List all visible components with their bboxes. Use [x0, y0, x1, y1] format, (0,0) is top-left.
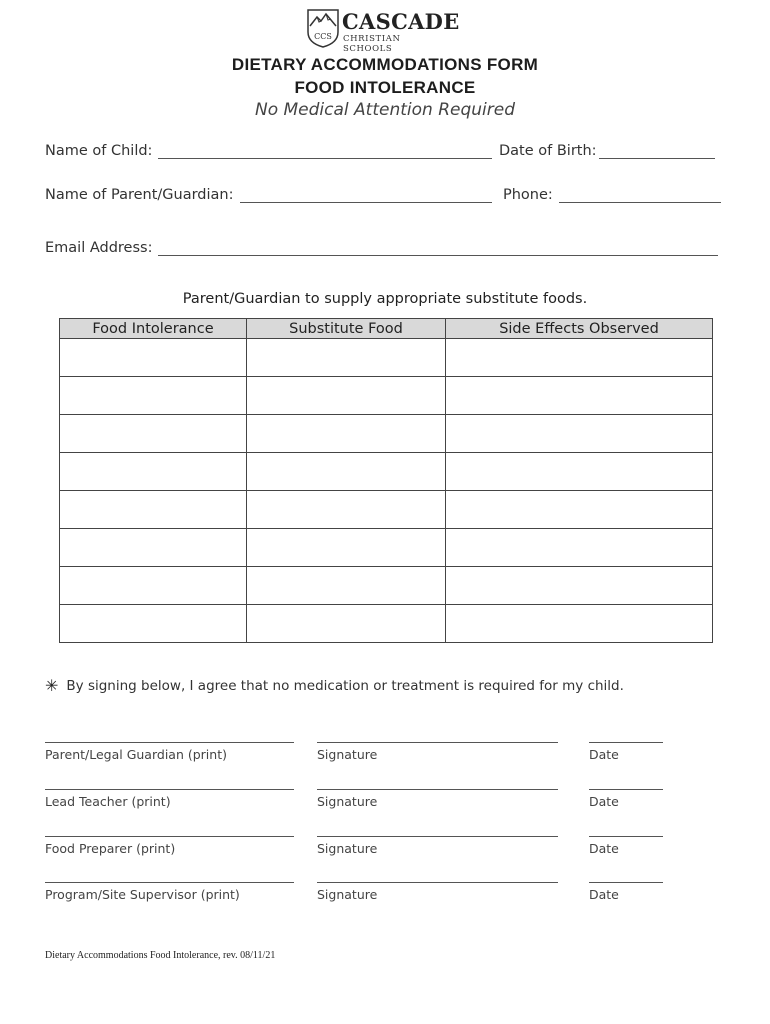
table-cell[interactable]: [446, 529, 713, 567]
table-cell[interactable]: [60, 453, 247, 491]
table-row: [60, 567, 713, 605]
supervisor-print-line[interactable]: Program/Site Supervisor (print): [45, 882, 294, 902]
email-input[interactable]: [158, 242, 718, 256]
table-header-row: [60, 319, 713, 339]
table-row: [60, 491, 713, 529]
table-cell[interactable]: [247, 529, 446, 567]
form-subtitle-heading: FOOD INTOLERANCE: [294, 78, 476, 97]
mountain-crest-icon: [306, 8, 340, 48]
table-cell[interactable]: [247, 339, 446, 377]
phone-field: [503, 187, 721, 203]
table-cell[interactable]: [60, 377, 247, 415]
agreement-statement: [45, 676, 624, 695]
table-cell[interactable]: [247, 491, 446, 529]
date-of-birth-label: Date of Birth:: [499, 143, 597, 159]
table-cell[interactable]: [446, 453, 713, 491]
food-preparer-signature-line[interactable]: Signature: [317, 836, 558, 856]
supervisor-signature-line[interactable]: Signature: [317, 882, 558, 902]
substitute-foods-note: Parent/Guardian to supply appropriate substitute foods.: [182, 291, 588, 307]
table-cell[interactable]: [446, 415, 713, 453]
date-of-birth-field: [499, 143, 715, 159]
table-cell[interactable]: [60, 567, 247, 605]
table-cell[interactable]: [60, 415, 247, 453]
parent-signature-line[interactable]: Signature: [317, 742, 558, 762]
food-preparer-print-line[interactable]: Food Preparer (print): [45, 836, 294, 856]
table-cell[interactable]: [446, 339, 713, 377]
table-cell[interactable]: [247, 453, 446, 491]
table-cell[interactable]: [247, 377, 446, 415]
parent-name-print-line[interactable]: Parent/Legal Guardian (print): [45, 742, 294, 762]
phone-input[interactable]: [559, 189, 721, 203]
column-header-food-intolerance: Food Intolerance: [60, 319, 247, 339]
logo-crest-text: CCS: [314, 32, 332, 41]
parent-name-field: [45, 187, 492, 203]
table-cell[interactable]: [247, 567, 446, 605]
school-logo: [306, 8, 460, 54]
child-name-input[interactable]: [158, 145, 492, 159]
phone-label: Phone:: [503, 187, 553, 203]
parent-name-label: Name of Parent/Guardian:: [45, 187, 234, 203]
table-cell[interactable]: [446, 567, 713, 605]
food-intolerance-table: [59, 318, 713, 643]
table-cell[interactable]: [247, 605, 446, 643]
table-row: [60, 605, 713, 643]
table-cell[interactable]: [446, 377, 713, 415]
table-cell[interactable]: [60, 491, 247, 529]
child-name-field: [45, 143, 492, 159]
food-preparer-date-line[interactable]: Date: [589, 836, 663, 856]
table-cell[interactable]: [446, 605, 713, 643]
table-cell[interactable]: [247, 415, 446, 453]
email-label: Email Address:: [45, 240, 153, 256]
logo-name: CASCADE: [342, 9, 460, 34]
agreement-text: By signing below, I agree that no medication or treatment is required for my child.: [66, 677, 624, 694]
table-row: [60, 453, 713, 491]
lead-teacher-signature-line[interactable]: Signature: [317, 789, 558, 809]
child-name-label: Name of Child:: [45, 143, 153, 159]
form-title: DIETARY ACCOMMODATIONS FORM: [231, 55, 539, 74]
asterisk-icon: ✳: [45, 676, 59, 695]
table-cell[interactable]: [446, 491, 713, 529]
table-row: [60, 339, 713, 377]
email-field: [45, 240, 718, 256]
lead-teacher-date-line[interactable]: Date: [589, 789, 663, 809]
supervisor-date-line[interactable]: Date: [589, 882, 663, 902]
table-cell[interactable]: [60, 605, 247, 643]
parent-date-line[interactable]: Date: [589, 742, 663, 762]
parent-name-input[interactable]: [240, 189, 492, 203]
table-cell[interactable]: [60, 339, 247, 377]
date-of-birth-input[interactable]: [599, 145, 715, 159]
table-row: [60, 415, 713, 453]
table-cell[interactable]: [60, 529, 247, 567]
form-note: No Medical Attention Required: [254, 100, 515, 120]
table-row: [60, 529, 713, 567]
form-revision-footer: Dietary Accommodations Food Intolerance, rev. 08/11/21: [45, 950, 276, 961]
table-row: [60, 377, 713, 415]
lead-teacher-print-line[interactable]: Lead Teacher (print): [45, 789, 294, 809]
column-header-substitute-food: Substitute Food: [247, 319, 446, 339]
column-header-side-effects: Side Effects Observed: [446, 319, 713, 339]
logo-subtitle: CHRISTIAN SCHOOLS: [343, 34, 401, 54]
